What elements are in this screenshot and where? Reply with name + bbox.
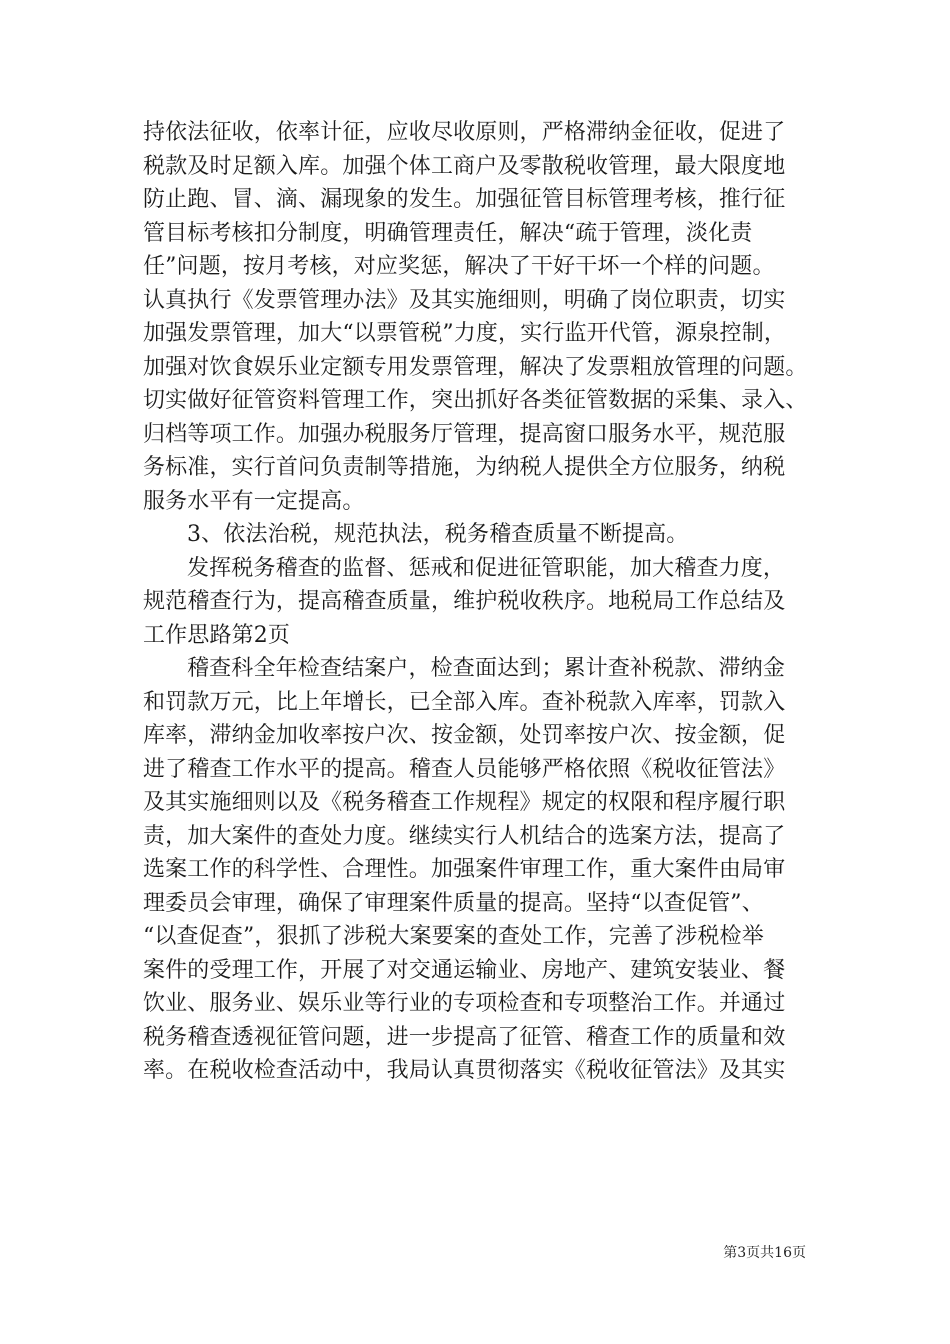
text-line: 理委员会审理，确保了审理案件质量的提高。坚持“以查促管”、	[143, 890, 764, 916]
text-line: 率。在税收检查活动中，我局认真贯彻落实《税收征管法》及其实	[143, 1058, 786, 1083]
text-line: 归档等项工作。加强办税服务厅管理，提高窗口服务水平，规范服	[143, 421, 786, 447]
text-line: 稽查科全年检查结案户，检查面达到；累计查补税款、滞纳金	[187, 656, 786, 681]
text-line: 务标准，实行首问负责制等措施，为纳税人提供全方位服务，纳税	[143, 455, 786, 480]
text-line: 切实做好征管资料管理工作，突出抓好各类征管数据的采集、录入、	[143, 388, 808, 413]
text-line: 工作思路第2页	[143, 622, 291, 648]
text-line: 加强发票管理，加大“以票管税”力度，实行监开代管，源泉控制，	[143, 321, 786, 346]
section-heading: 3、依法治税，规范执法，税务稽查质量不断提高。	[187, 522, 689, 547]
text-line: 加强对饮食娱乐业定额专用发票管理，解决了发票粗放管理的问题。	[143, 354, 808, 380]
text-line: 库率，滞纳金加收率按户次、按金额，处罚率按户次、按金额，促	[143, 723, 786, 748]
text-line: 饮业、服务业、娱乐业等行业的专项检查和专项整治工作。并通过	[143, 991, 786, 1016]
text-line: 发挥税务稽查的监督、惩戒和促进征管职能，加大稽查力度，	[187, 555, 786, 581]
text-line: 选案工作的科学性、合理性。加强案件审理工作，重大案件由局审	[143, 857, 786, 882]
page-number: 第3页共16页	[723, 1245, 806, 1261]
text-line: 认真执行《发票管理办法》及其实施细则，明确了岗位职责，切实	[143, 287, 786, 313]
text-line: 规范稽查行为，提高稽查质量，维护税收秩序。地税局工作总结及	[143, 589, 786, 614]
text-line: 及其实施细则以及《税务稽查工作规程》规定的权限和程序履行职	[143, 790, 786, 815]
text-line: 任”问题，按月考核，对应奖惩，解决了干好干坏一个样的问题。	[143, 254, 775, 279]
text-line: 税务稽查透视征管问题，进一步提高了征管、稽查工作的质量和效	[143, 1024, 786, 1050]
text-line: 和罚款万元，比上年增长，已全部入库。查补税款入库率，罚款入	[143, 689, 786, 715]
text-line: 持依法征收，依率计征，应收尽收原则，严格滞纳金征收，促进了	[143, 120, 786, 145]
document-body	[143, 116, 823, 1088]
text-line: 责，加大案件的查处力度。继续实行人机结合的选案方法，提高了	[143, 823, 786, 849]
text-line: 管目标考核扣分制度，明确管理责任，解决“疏于管理，淡化责	[143, 220, 753, 246]
text-line: 税款及时足额入库。加强个体工商户及零散税收管理，最大限度地	[143, 153, 786, 179]
text-line: 防止跑、冒、滴、漏现象的发生。加强征管目标管理考核，推行征	[143, 187, 786, 212]
text-line: 服务水平有一定提高。	[143, 488, 365, 514]
text-line: 案件的受理工作，开展了对交通运输业、房地产、建筑安装业、餐	[143, 957, 786, 983]
text-line: “以查促查”，狠抓了涉税大案要案的查处工作，完善了涉税检举	[143, 924, 764, 949]
text-line: 进了稽查工作水平的提高。稽查人员能够严格依照《税收征管法》	[143, 756, 786, 782]
